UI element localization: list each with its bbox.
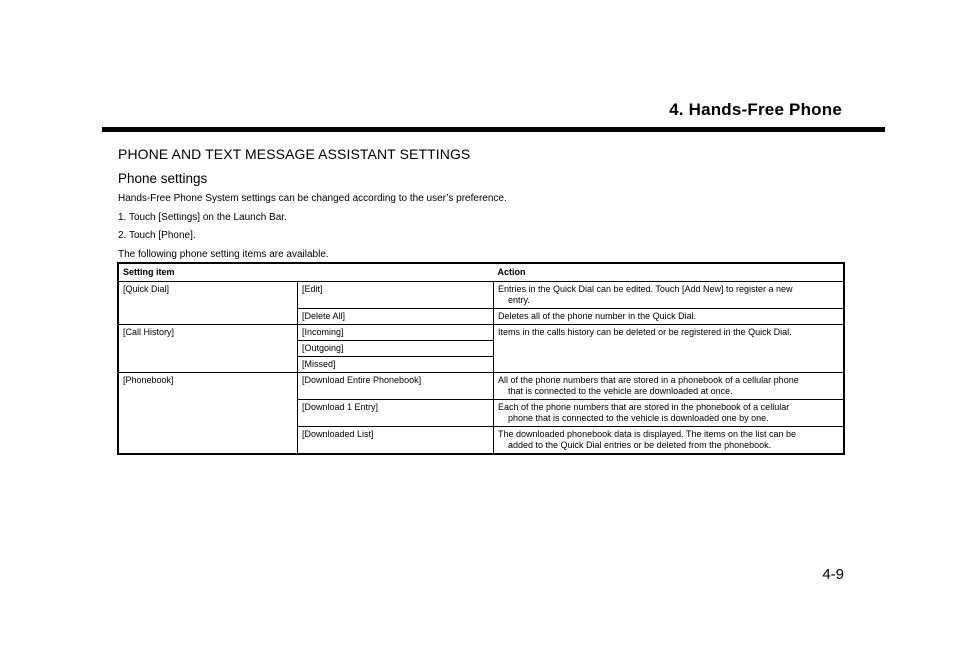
header-setting-item: Setting item <box>118 263 494 282</box>
intro-text: Hands-Free Phone System settings can be changed according to the user’s preference. <box>118 193 507 204</box>
chapter-title: 4. Hands-Free Phone <box>669 100 842 119</box>
header-rule <box>102 127 885 132</box>
download-one-action <box>494 400 845 427</box>
available-text: The following phone setting items are available. <box>118 249 329 260</box>
settings-table <box>117 262 845 455</box>
call-history-action: Items in the calls history can be deleted or be registered in the Quick Dial. <box>494 325 845 373</box>
page-number: 4-9 <box>822 566 844 583</box>
missed-item: [Missed] <box>298 357 494 373</box>
outgoing-item: [Outgoing] <box>298 341 494 357</box>
incoming-item: [Incoming] <box>298 325 494 341</box>
download-entire-item: [Download Entire Phonebook] <box>298 373 494 400</box>
downloaded-list-action-line-1: The downloaded phonebook data is displayed. The items on the list can be <box>498 429 797 439</box>
downloaded-list-action <box>494 427 845 455</box>
step-1: 1. Touch [Settings] on the Launch Bar. <box>118 212 287 223</box>
edit-item: [Edit] <box>298 282 494 309</box>
quick-dial-label: [Quick Dial] <box>118 282 298 325</box>
phonebook-label: [Phonebook] <box>118 373 298 455</box>
delete-all-item: [Delete All] <box>298 309 494 325</box>
edit-action-line-2: entry. <box>508 295 530 305</box>
call-history-label: [Call History] <box>118 325 298 373</box>
edit-action <box>494 282 845 309</box>
table-row <box>118 282 844 309</box>
download-entire-action-line-2: that is connected to the vehicle are downloaded at once. <box>508 386 733 396</box>
download-entire-action <box>494 373 845 400</box>
table-row <box>118 373 844 400</box>
download-entire-action-line-1: All of the phone numbers that are stored in a phonebook of a cellular phone <box>498 375 799 385</box>
delete-all-action: Deletes all of the phone number in the Quick Dial. <box>494 309 845 325</box>
header-action: Action <box>494 263 845 282</box>
download-one-action-line-1: Each of the phone numbers that are stored in the phonebook of a cellular <box>498 402 790 412</box>
table-row <box>118 325 844 341</box>
download-one-item: [Download 1 Entry] <box>298 400 494 427</box>
edit-action-line-1: Entries in the Quick Dial can be edited. Touch [Add New] to register a new <box>498 284 793 294</box>
table-header-row <box>118 263 844 282</box>
downloaded-list-action-line-2: added to the Quick Dial entries or be deleted from the phonebook. <box>508 440 772 450</box>
downloaded-list-item: [Downloaded List] <box>298 427 494 455</box>
download-one-action-line-2: phone that is connected to the vehicle is downloaded one by one. <box>508 413 769 423</box>
step-2: 2. Touch [Phone]. <box>118 230 196 241</box>
section-title: PHONE AND TEXT MESSAGE ASSISTANT SETTINGS <box>118 146 471 162</box>
sub-title: Phone settings <box>118 171 208 186</box>
